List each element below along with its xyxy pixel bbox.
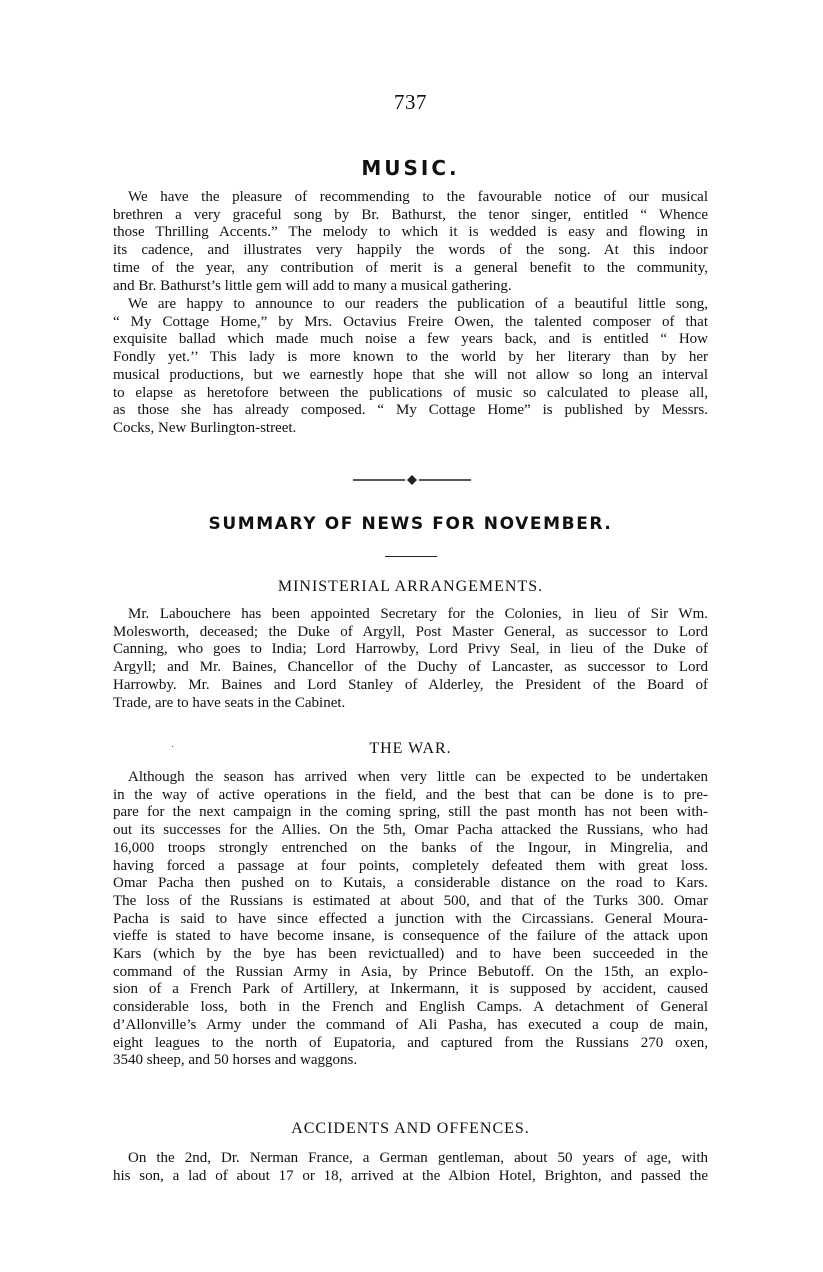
text-line: “ My Cottage Home,” by Mrs. Octavius Freire Owen, the talented composer of that — [113, 313, 708, 330]
text-line: d’Allonville’s Army under the command of Ali Pasha, has executed a coup de main, — [113, 1016, 708, 1033]
text-line: pare for the next campaign in the coming spring, still the past month has not been with- — [113, 804, 708, 821]
summary-heading: SUMMARY OF NEWS FOR NOVEMBER. — [208, 514, 613, 534]
text-line: having forced a passage at four points, completely defeated them with great loss. — [113, 857, 708, 874]
text-line: out its successes for the Allies. On the 5th, Omar Pacha attacked the Russians, who had — [113, 822, 708, 839]
text-line: and Br. Bathurst’s little gem will add to many a musical gathering. — [113, 277, 512, 294]
ministerial-paragraph — [113, 606, 708, 712]
text-line: Omar Pacha then pushed on to Kutais, a considerable distance on the road to Kars. — [113, 875, 708, 892]
text-line: to elapse as heretofore between the publications of music so calculated to please all, — [113, 384, 708, 401]
text-line: We are happy to announce to our readers the publication of a beautiful little song, — [128, 296, 708, 312]
text-line: his son, a lad of about 17 or 18, arrived at the Albion Hotel, Brighton, and passed the — [113, 1167, 708, 1184]
accidents-paragraph — [113, 1150, 708, 1185]
war-paragraph — [113, 769, 708, 1070]
text-line: Fondly yet.’’ This lady is more known to the world by her literary than by her — [113, 349, 708, 366]
text-line: Mr. Labouchere has been appointed Secretary for the Colonies, in lieu of Sir Wm. — [128, 606, 708, 622]
text-line: time of the year, any contribution of merit is a general benefit to the community, — [113, 259, 708, 276]
text-line: We have the pleasure of recommending to the favourable notice of our musical — [128, 189, 708, 205]
text-line: The loss of the Russians is estimated at about 500, and that of the Turks 300. Omar — [113, 892, 708, 909]
text-line: Canning, who goes to India; Lord Harrowby, Lord Privy Seal, in lieu of the Duke of — [113, 641, 708, 658]
text-line: Although the season has arrived when very little can be expected to be undertaken — [128, 769, 708, 785]
short-rule-divider — [385, 556, 437, 557]
war-heading: THE WAR. — [369, 740, 452, 757]
text-line: Pacha is said to have since effected a junction with the Circassians. General Moura- — [113, 910, 708, 927]
text-line: Argyll; and Mr. Baines, Chancellor of the Duchy of Lancaster, as successor to Lord — [113, 659, 708, 676]
text-line: Kars (which by the bye has been revictualled) and to have been succeeded in the — [113, 946, 708, 963]
text-line: command of the Russian Army in Asia, by Prince Bebutoff. On the 15th, an explo- — [113, 963, 708, 980]
music-heading: MUSIC. — [361, 156, 460, 180]
text-line: Molesworth, deceased; the Duke of Argyll, Post Master General, as successor to Lord — [113, 623, 708, 640]
text-line: Harrowby. Mr. Baines and Lord Stanley of Alderley, the President of the Board of — [113, 676, 708, 693]
text-line: sion of a French Park of Artillery, at Inkermann, it is supposed by accident, caused — [113, 981, 708, 998]
text-line: as those she has already composed. “ My Cottage Home” is published by Messrs. — [113, 402, 708, 419]
text-line: 16,000 troops strongly entrenched on the banks of the Ingour, in Mingrelia, and — [113, 839, 708, 856]
music-paragraph-2 — [113, 296, 708, 438]
text-line: musical productions, but we earnestly hope that she will not allow so long an interval — [113, 366, 708, 383]
page-number: 737 — [394, 90, 427, 114]
text-line: vieffe is stated to have become insane, is consequence of the failure of the attack upon — [113, 928, 708, 945]
accidents-heading: ACCIDENTS AND OFFENCES. — [291, 1120, 530, 1137]
text-line: those Thrilling Accents.” The melody to which it is wedded is easy and flowing in — [113, 224, 708, 241]
text-line: brethren a very graceful song by Br. Bathurst, the tenor singer, entitled “ Whence — [113, 206, 708, 223]
text-line: exquisite ballad which made much noise a few years back, and is entitled “ How — [113, 331, 708, 348]
text-line: in the way of active operations in the field, and the best that can be done is to pre- — [113, 786, 708, 803]
text-line: 3540 sheep, and 50 horses and waggons. — [113, 1052, 358, 1069]
text-line: Trade, are to have seats in the Cabinet. — [113, 694, 346, 711]
text-line: its cadence, and illustrates very happily the words of the song. At this indoor — [113, 242, 708, 259]
text-line: On the 2nd, Dr. Nerman France, a German gentleman, about 50 years of age, with — [128, 1150, 708, 1166]
section-divider-ornament — [353, 474, 471, 486]
text-line: Cocks, New Burlington-street. — [113, 419, 297, 436]
ministerial-heading: MINISTERIAL ARRANGEMENTS. — [277, 578, 544, 595]
text-line: considerable loss, both in the French and English Camps. A detachment of General — [113, 999, 708, 1016]
text-line: eight leagues to the north of Eupatoria, and captured from the Russians 270 oxen, — [113, 1034, 708, 1051]
stray-mark: · — [171, 742, 175, 753]
music-paragraph-1 — [113, 189, 708, 295]
